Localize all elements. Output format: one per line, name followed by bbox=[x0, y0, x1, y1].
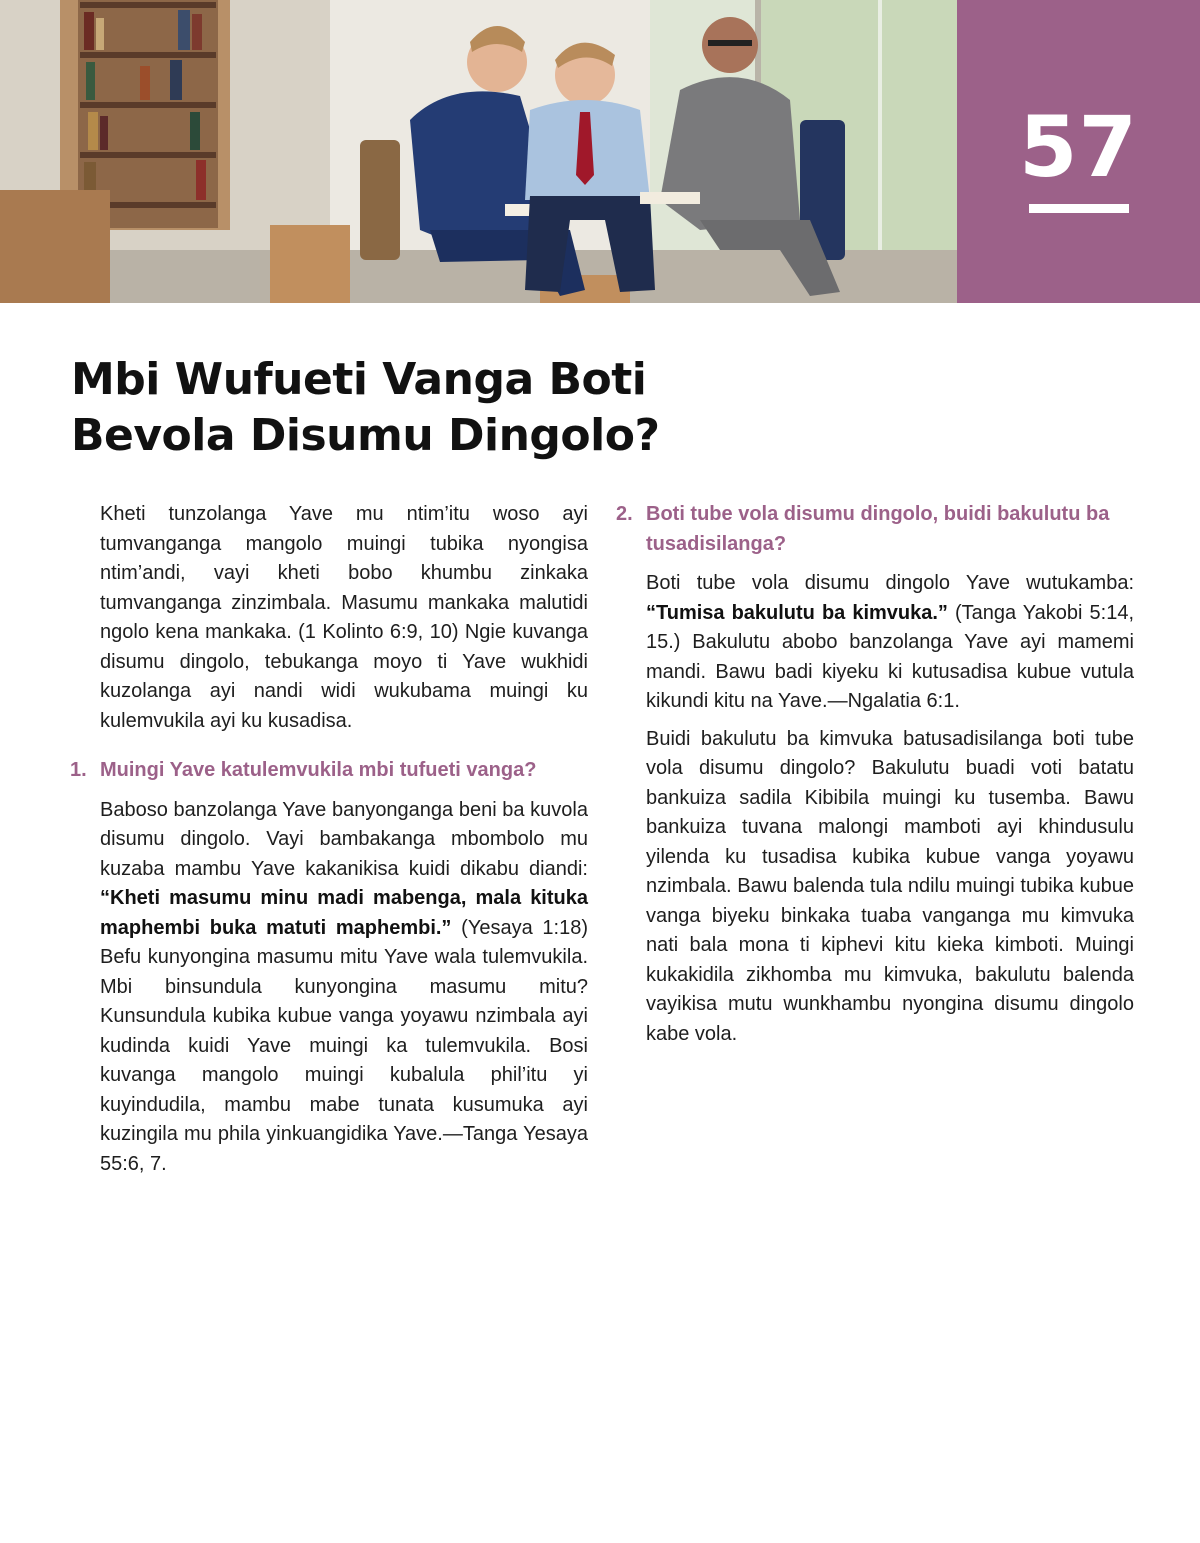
section-2-question: Boti tube vola disumu dingolo, buidi bakulutu ba tusadisilanga? bbox=[646, 503, 1110, 555]
section-1-question: Muingi Yave katulemvukila mbi tufueti vanga? bbox=[100, 759, 537, 781]
section-1-number: 1. bbox=[70, 759, 87, 781]
lesson-number: 57 bbox=[1019, 98, 1138, 196]
lesson-number-tab bbox=[957, 0, 1200, 303]
left-column bbox=[70, 500, 588, 1179]
section-1-text-part-1: Baboso banzolanga Yave banyonganga beni ba kuvola disumu dingolo. Vayi bambakanga mbombolo mu kuzaba mambu Yave kakanikisa kuidi dikabu diandi: bbox=[100, 798, 588, 880]
lesson-number-underline bbox=[1029, 204, 1129, 213]
intro-paragraph: Kheti tunzolanga Yave mu ntim’itu woso ayi tumvanganga mangolo muingi tubika nyongisa ntim’andi, vayi kheti bobo khumbu zinkaka tumvanganga zinzimbala. Masumu mankaka malutidi ngolo kena mankaka. (1 Kolinto 6:9, 10) Ngie kuvanga disumu dingolo, tebukanga moyo ti Yave wukhidi kuzolanga ayi nandi widi wukubama muingi ku kulemvukila ayi ku kusadisa. bbox=[100, 503, 588, 732]
right-column bbox=[616, 500, 1134, 1049]
section-1-scripture-quote: “Kheti masumu minu madi mabenga, mala kituka maphembi buka matuti maphembi.” bbox=[100, 887, 588, 939]
page-title bbox=[71, 352, 831, 464]
section-2-paragraph-2: Buidi bakulutu ba kimvuka batusadisilanga boti tube vola disumu dingolo? Bakulutu buadi voti batatu bankuiza sadila Kibibila muingi ku tusemba. Bawu bankuiza tuvana malongi mamboti ayi khindusulu yilenda ku tusadisa kubika kubue vanga yoyawu nzimbala. Bawu balenda tula ndilu muingi tubika kubue vanga biyeku binkaka tuaba vanganga mu kimvuka nati bala mona ti kiphevi kitu kieka kimboti. Muingi kukakidila zikhomba mu kimvuka, bakulutu balenda vayikisa mutu wunkhambu nyongina disumu dingolo kabe vola. bbox=[646, 727, 1134, 1045]
header-photo bbox=[0, 0, 957, 303]
section-1-text-part-2: (Yesaya 1:18) Befu kunyongina masumu mitu Yave wala tulemvukila. Mbi binsundula kunyongina masumu mitu? Kunsundula kubika kubue vanga yoyawu nzimbala ayi kudinda kuidi Yave muingi ka tulemvukila. Bosi kuvanga mangolo muingi kubalula phil’itu yi kuyindudila, mambu mabe tunata kusumuka ayi kuzingila mu phila yinkuangidika Yave.—Tanga Yesaya 55:6, 7. bbox=[100, 916, 588, 1175]
page-title-line-1: Mbi Wufueti Vanga Boti bbox=[71, 354, 647, 405]
section-2-scripture-quote: “Tumisa bakulutu ba kimvuka.” bbox=[646, 601, 948, 624]
section-1-heading bbox=[70, 756, 588, 786]
section-1-paragraph bbox=[70, 796, 588, 1180]
section-2-heading bbox=[616, 500, 1134, 559]
section-2-text-part-1: Boti tube vola disumu dingolo Yave wutukamba: bbox=[646, 572, 1134, 594]
header-photo-illustration bbox=[0, 0, 957, 303]
section-2-text-part-2: (Tanga Yakobi 5:14, 15.) Bakulutu abobo banzolanga Yave ayi mamemi mandi. Bawu badi kiyeku ki kutusadisa kubue vutula kikundi kitu na Yave.—Ngalatia 6:1. bbox=[646, 601, 1134, 712]
section-2-paragraph-1 bbox=[616, 569, 1134, 717]
section-2-number: 2. bbox=[616, 503, 633, 525]
page-title-line-2: Bevola Disumu Dingolo? bbox=[71, 410, 660, 461]
